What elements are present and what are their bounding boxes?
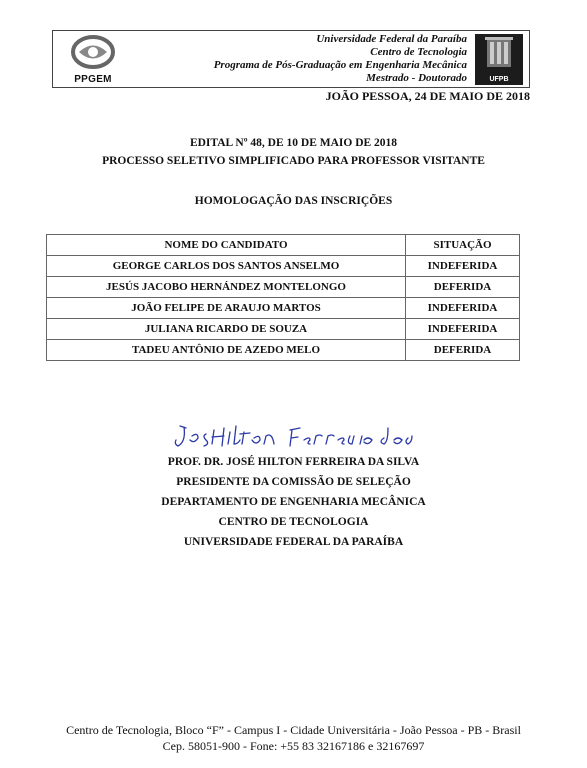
ppgem-logo-label: PPGEM <box>74 74 112 85</box>
footer-address: Centro de Tecnologia, Bloco “F” - Campus I - Cidade Universitária - João Pessoa - PB - Brasil <box>66 723 521 737</box>
signer-department: DEPARTAMENTO DE ENGENHARIA MECÂNICA <box>161 496 426 508</box>
table-row <box>47 256 520 277</box>
candidate-status: DEFERIDA <box>406 277 520 298</box>
table-row <box>47 319 520 340</box>
signer-university: UNIVERSIDADE FEDERAL DA PARAÍBA <box>183 536 404 548</box>
column-header-status: SITUAÇÃO <box>406 235 520 256</box>
ufpb-logo <box>475 34 523 85</box>
program-name: Programa de Pós-Graduação em Engenharia Mecânica <box>213 59 467 71</box>
candidate-status: INDEFERIDA <box>406 319 520 340</box>
university-name: Universidade Federal da Paraíba <box>316 33 467 45</box>
candidate-name: JULIANA RICARDO DE SOUZA <box>47 319 406 340</box>
signer-name: PROF. DR. JOSÉ HILTON FERREIRA DA SILVA <box>167 456 420 468</box>
candidate-name: JESÚS JACOBO HERNÁNDEZ MONTELONGO <box>47 277 406 298</box>
edital-title: EDITAL Nº 48, DE 10 DE MAIO DE 2018 <box>189 137 398 149</box>
handwritten-signature <box>172 418 422 454</box>
ufpb-logo-label: UFPB <box>489 76 509 83</box>
candidate-name: JOÃO FELIPE DE ARAUJO MARTOS <box>47 298 406 319</box>
table-header-row <box>47 235 520 256</box>
degree-levels: Mestrado - Doutorado <box>366 72 467 84</box>
ppgem-logo <box>61 35 125 85</box>
table-row <box>47 277 520 298</box>
ufpb-crest-icon <box>475 34 523 74</box>
footer-contact: Cep. 58051-900 - Fone: +55 83 32167186 e 32167697 <box>162 739 425 753</box>
center-name: Centro de Tecnologia <box>370 46 467 58</box>
candidates-table <box>46 234 520 361</box>
candidate-status: DEFERIDA <box>406 340 520 361</box>
column-header-name: NOME DO CANDIDATO <box>47 235 406 256</box>
section-heading: HOMOLOGAÇÃO DAS INSCRIÇÕES <box>194 195 393 207</box>
table-row <box>47 340 520 361</box>
signer-role: PRESIDENTE DA COMISSÃO DE SELEÇÃO <box>176 476 411 488</box>
letterhead <box>52 30 530 88</box>
candidate-status: INDEFERIDA <box>406 256 520 277</box>
candidate-name: TADEU ANTÔNIO DE AZEDO MELO <box>47 340 406 361</box>
candidate-status: INDEFERIDA <box>406 298 520 319</box>
institution-text <box>214 33 467 85</box>
table-row <box>47 298 520 319</box>
signer-center: CENTRO DE TECNOLOGIA <box>218 516 369 528</box>
document-date: JOÃO PESSOA, 24 DE MAIO DE 2018 <box>325 89 530 103</box>
candidate-name: GEORGE CARLOS DOS SANTOS ANSELMO <box>47 256 406 277</box>
ppgem-emblem-icon <box>71 35 115 69</box>
edital-subtitle: PROCESSO SELETIVO SIMPLIFICADO PARA PROFESSOR VISITANTE <box>102 155 485 167</box>
